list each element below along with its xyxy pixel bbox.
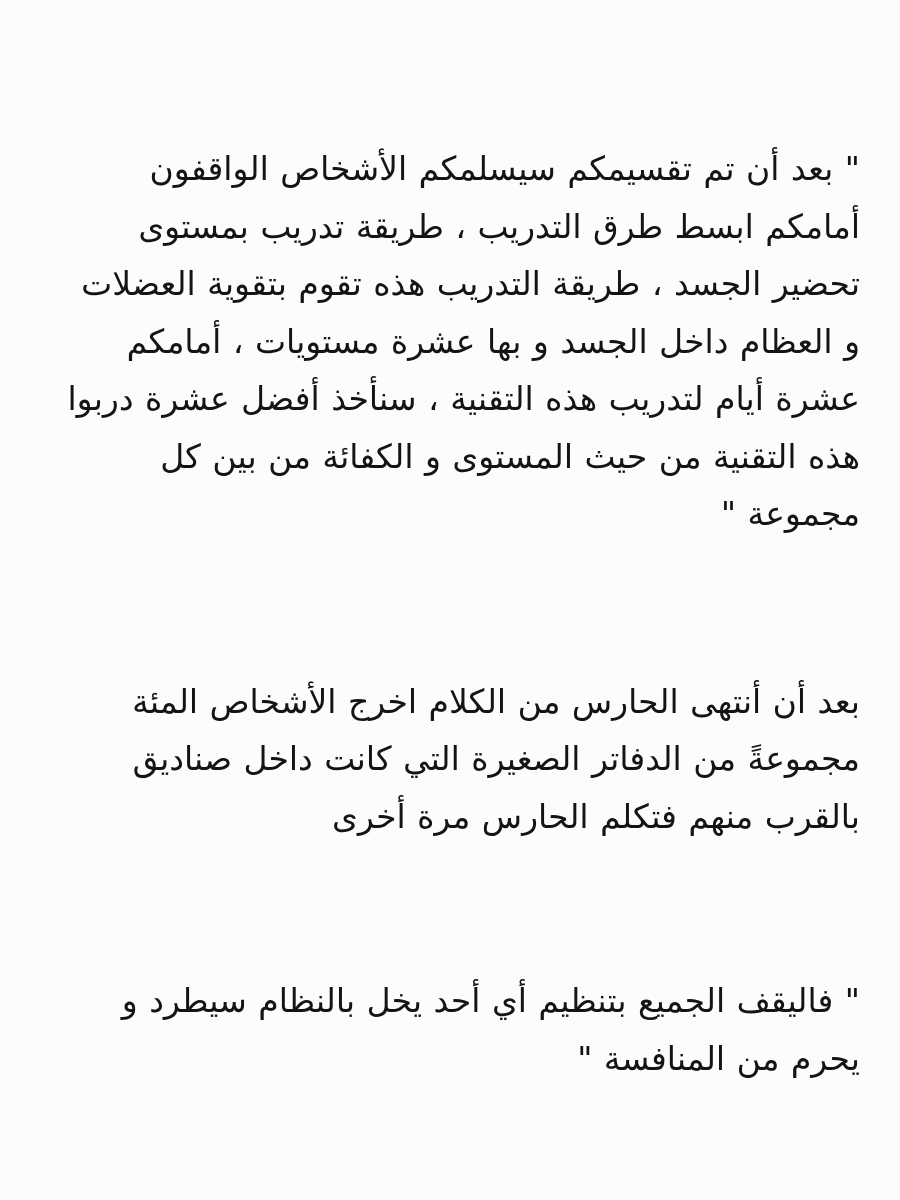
paragraph-guard-instructions: " بعد أن تم تقسيمكم سيسلمكم الأشخاص الواقفون أمامكم ابسط طرق التدريب ، طريقة تدريب بمستوى تحضير الجسد ، طريقة التدريب هذه تقوم بتقوية العضلات و العظام داخل الجسد و بها عشرة مستويات ، أمامكم عشرة أيام لتدريب هذه التقنية ، سنأخذ أفضل عشرة دربوا هذه التقنية من حيث المستوى و الكفائة من بين كل مجموعة " <box>67 149 860 533</box>
reader-page <box>60 140 860 1087</box>
paragraph-narration: بعد أن أنتهى الحارس من الكلام اخرج الأشخاص المئة مجموعةً من الدفاتر الصغيرة التي كانت داخل صناديق بالقرب منهم فتكلم الحارس مرة أخرى <box>132 681 860 836</box>
paragraph-guard-warning: " فاليقف الجميع بتنظيم أي أحد يخل بالنظام سيطرد و يحرم من المنافسة " <box>121 981 860 1078</box>
